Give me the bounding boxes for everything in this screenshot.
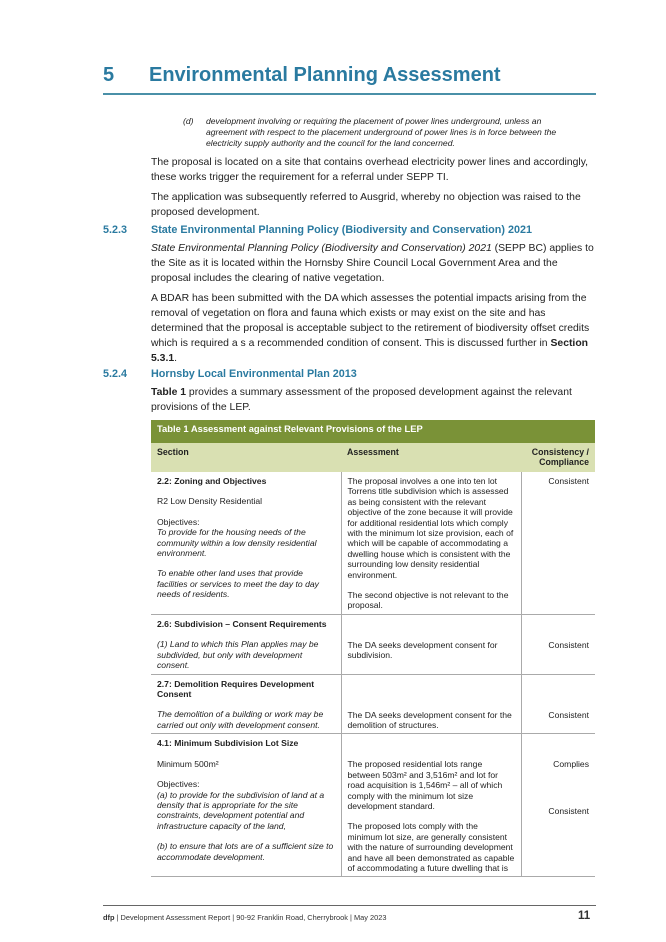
table-ref: Table 1: [151, 387, 187, 398]
table-title: Table 1 Assessment against Relevant Provisions of the LEP: [151, 420, 595, 443]
status-cell: [521, 674, 595, 734]
assessment-cell: [341, 472, 521, 614]
table-row: [151, 472, 595, 614]
section-cell: [151, 472, 341, 614]
assessment-text: The proposal involves a one into ten lot Torrens title subdivision which is assessed as being consistent with the relevant objective of the zone because it will provide for additional residential lots which comply with the minimum lot size provision, each of which will be capable of accommodating a dwelling house which is consistent with the surrounding low density residential environment.: [347, 476, 514, 580]
objectives-label: Objectives:: [157, 516, 200, 527]
section-ref: Section 5.3.1: [151, 338, 589, 364]
status-text: Consistent: [548, 639, 589, 650]
zone-name: R2 Low Density Residential: [157, 496, 263, 507]
status-consistent: Consistent: [548, 805, 589, 816]
row-heading: 2.6: Subdivision – Consent Requirements: [157, 618, 327, 629]
clause-text: development involving or requiring the placement of power lines underground, unless an agreement with respect to the placement underground of power lines is in force between the electricity supply authority and the council for the land concerned.: [206, 116, 557, 148]
status-cell: [521, 734, 595, 877]
objectives-label: Objectives:: [157, 779, 200, 790]
sepp-name: State Environmental Planning Policy (Biodiversity and Conservation) 2021: [151, 243, 492, 254]
objective-b: (b) to ensure that lots are of a sufficient size to accommodate development.: [157, 841, 334, 862]
bdar-end: .: [174, 353, 178, 364]
paragraph-bdar: [151, 291, 595, 366]
assessment-cell: [341, 614, 521, 674]
row-heading: 2.2: Zoning and Objectives: [157, 476, 267, 486]
minimum-lot-size: Minimum 500m²: [157, 758, 219, 769]
footer: [103, 913, 386, 922]
table-title-row: [151, 420, 595, 443]
chapter-title: Environmental Planning Assessment: [149, 64, 501, 86]
assessment-text: The proposed residential lots range between 503m² and 3,516m² and lot for road acquisition is 1,546m² – all of which comply with the minimum lot size development standard.: [347, 759, 503, 811]
section-cell: [151, 734, 341, 877]
assessment-text-2: The second objective is not relevant to the proposal.: [347, 590, 509, 611]
paragraph-power-lines: The proposal is located on a site that contains overhead electricity power lines and accordingly, these works trigger the requirement for a referral under SEPP TI.: [151, 157, 589, 183]
clause-text: (1) Land to which this Plan applies may be subdivided, but only with development consent.: [157, 639, 319, 671]
row-heading: 2.7: Demolition Requires Development Consent: [157, 678, 315, 699]
clause-label: (d): [183, 116, 194, 126]
footer-divider: [103, 905, 596, 906]
chapter-number: 5: [103, 64, 115, 86]
table-row: [151, 614, 595, 674]
objective-2: To enable other land uses that provide facilities or services to meet the day to day needs of residents.: [157, 568, 319, 600]
sepp-text: (SEPP BC) applies to the Site as it is located within the Hornsby Shire Council Local Government Area and the proposal includes the clearing of native vegetation.: [151, 243, 594, 284]
assessment-text: The DA seeks development consent for subdivision.: [347, 639, 498, 661]
header-consistency: Consistency / Compliance: [521, 443, 595, 472]
section-title-523: State Environmental Planning Policy (Biodiversity and Conservation) 2021: [151, 224, 532, 236]
status-cell: Consistent: [521, 472, 595, 614]
header-assessment: Assessment: [341, 443, 521, 472]
status-complies: Complies: [553, 759, 589, 770]
paragraph-table-intro: [151, 385, 595, 415]
bdar-text: A BDAR has been submitted with the DA which assesses the potential impacts arising from the removal of vegetation on flora and fauna which exists or may exist on the site and has determined that the proposal is acceptable subject to the retirement of biodiversity offset credits which is required a s a recommended condition of consent. This is discussed further in: [151, 293, 590, 349]
assessment-text: The DA seeks development consent for the demolition of structures.: [347, 709, 512, 730]
status-cell: [521, 614, 595, 674]
assessment-text-2: The proposed lots comply with the minimum lot size, are generally consistent with the nature of surrounding development and have all been demonstrated as capable of accommodating a future dwelling that is: [347, 821, 515, 873]
section-number-523: 5.2.3: [103, 224, 128, 236]
clause-text: The demolition of a building or work may be carried out only with development consent.: [157, 709, 324, 730]
table-row: [151, 674, 595, 734]
objective-a: (a) to provide for the subdivision of land at a density that is appropriate for the site constraints, development potential and infrastructure capacity of the land,: [157, 789, 325, 831]
assessment-cell: [341, 674, 521, 734]
lep-assessment-table: [151, 420, 595, 877]
footer-text: | Development Assessment Report | 90-92 Franklin Road, Cherrybrook | May 2023: [114, 913, 387, 922]
page-number: 11: [578, 910, 591, 922]
paragraph-sepp-bc: [151, 241, 595, 286]
paragraph-ausgrid: The application was subsequently referred to Ausgrid, whereby no objection was raised to the proposed development.: [151, 192, 581, 218]
row-heading: 4.1: Minimum Subdivision Lot Size: [157, 738, 299, 749]
section-number-524: 5.2.4: [103, 368, 128, 380]
section-cell: [151, 674, 341, 734]
clause-quote: [183, 116, 573, 149]
status-text: Consistent: [548, 709, 589, 720]
header-section: Section: [151, 443, 341, 472]
table-header-row: [151, 443, 595, 472]
assessment-cell: [341, 734, 521, 877]
table-row: [151, 734, 595, 877]
section-title-524: Hornsby Local Environmental Plan 2013: [151, 368, 357, 380]
chapter-heading: [103, 62, 596, 95]
table-intro-text: provides a summary assessment of the proposed development against the relevant provisions of the LEP.: [151, 387, 572, 413]
section-cell: [151, 614, 341, 674]
footer-brand: dfp: [103, 913, 115, 922]
objective-1: To provide for the housing needs of the community within a low density residential environment.: [157, 527, 317, 559]
